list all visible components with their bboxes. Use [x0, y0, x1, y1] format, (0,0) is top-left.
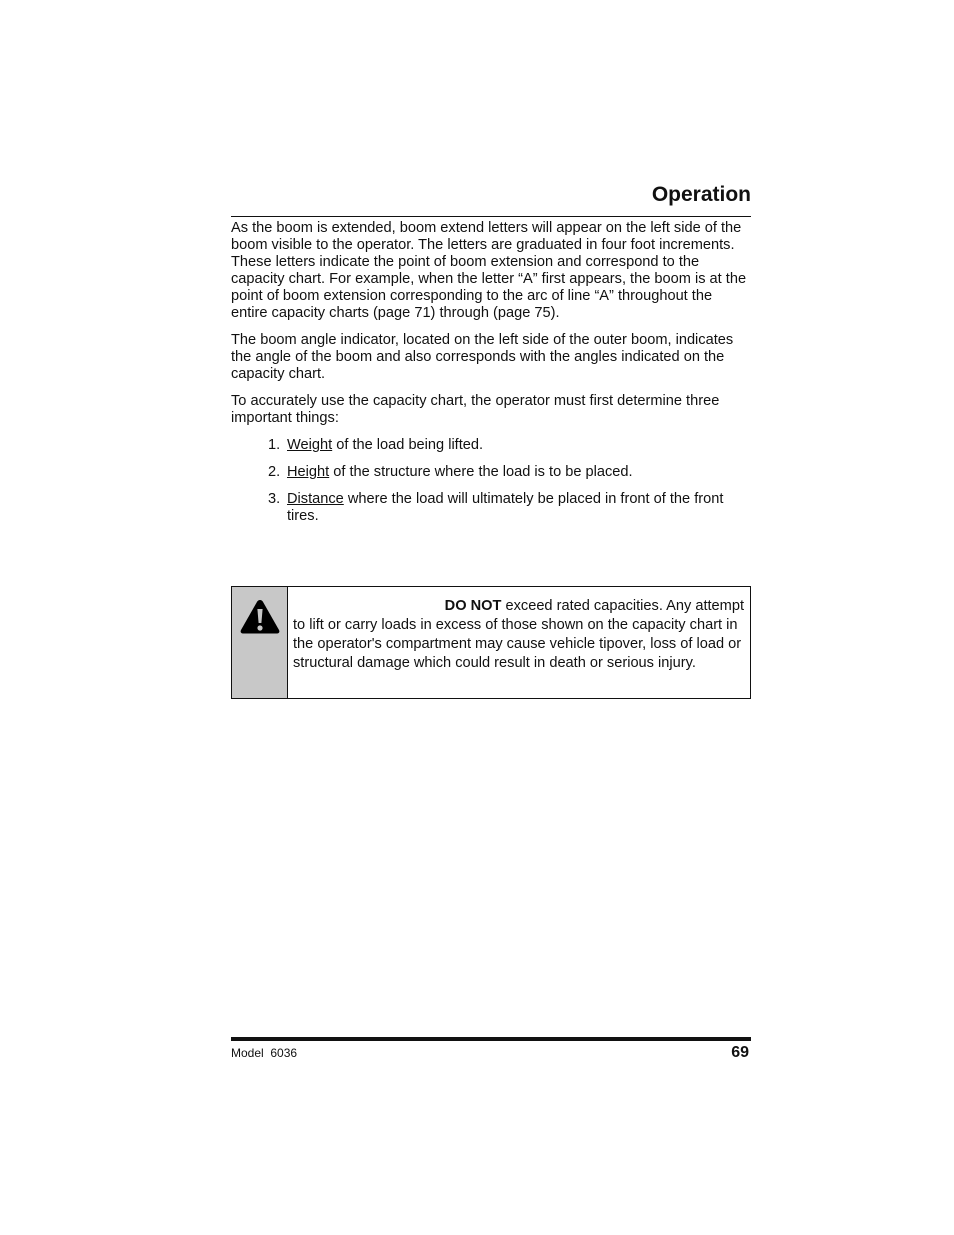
list-item-text: of the structure where the load is to be placed. — [329, 464, 633, 480]
paragraph-boom-angle: The boom angle indicator, located on the left side of the outer boom, indicates the angle of the boom and also corresponds with the angles indicated on the capacity chart. — [231, 332, 734, 382]
body-text — [231, 220, 751, 535]
warning-icon-cell — [232, 587, 288, 698]
warning-triangle-icon — [239, 598, 281, 635]
warning-emphasis: DO NOT — [444, 598, 502, 614]
list-item — [231, 491, 751, 525]
list-item-key: Height — [287, 464, 330, 480]
page-number: 69 — [731, 1044, 749, 1061]
warning-text — [288, 587, 750, 698]
list-item — [231, 464, 751, 481]
list-item — [231, 437, 751, 454]
warning-text-first: exceed rated capacities. Any attempt — [501, 598, 744, 614]
list-item-key: Weight — [287, 437, 333, 453]
section-title: Operation — [651, 183, 751, 206]
paragraph-boom-extend: As the boom is extended, boom extend letters will appear on the left side of the boom visible to the operator. The letters are graduated in four foot increments. These letters indicate the point of boom extension and correspond to the capacity chart. For example, when the letter “A” first appears, the boom is at the point of boom extension corresponding to the arc of line “A” throughout the entire capacity charts (page 71) through (page 75). — [231, 220, 747, 321]
footer-model: Model 6036 — [231, 1046, 298, 1060]
warning-first-line — [293, 597, 744, 616]
warning-text-rest: to lift or carry loads in excess of those shown on the capacity chart in the operator's compartment may cause vehicle tipover, loss of load or structural damage which could result in death or serious injury. — [293, 617, 742, 671]
paragraph-capacity-chart: To accurately use the capacity chart, the operator must first determine three important things: — [231, 393, 720, 426]
warning-box — [231, 586, 751, 699]
list-item-text: where the load will ultimately be placed in front of the front tires. — [287, 491, 724, 524]
title-divider — [231, 216, 751, 217]
footer-divider — [231, 1037, 751, 1041]
steps-list — [231, 437, 751, 525]
list-item-key: Distance — [287, 491, 344, 507]
list-item-number: 2. — [268, 464, 281, 480]
list-item-number: 3. — [268, 491, 281, 507]
list-item-text: of the load being lifted. — [332, 437, 484, 453]
list-item-number: 1. — [268, 437, 281, 453]
manual-page — [231, 0, 751, 1235]
